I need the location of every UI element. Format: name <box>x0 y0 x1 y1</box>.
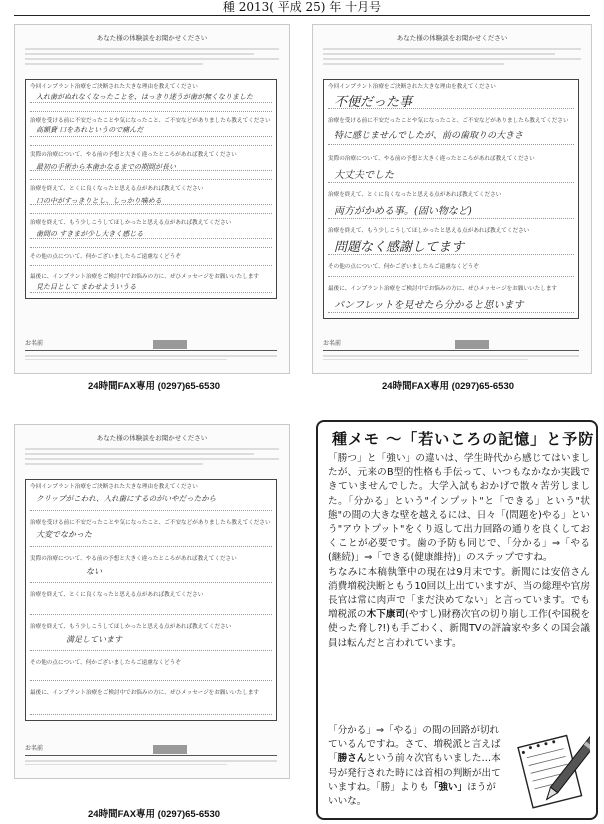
form-intro-text <box>25 45 279 69</box>
survey-form-2 <box>312 24 592 374</box>
name-field: お名前 <box>323 338 579 351</box>
question-5: 治療を終えて、もう少しこうしてほしかったと思える点があれば教えてください <box>328 228 530 234</box>
survey-form-3 <box>14 424 290 779</box>
memo-body: 「勝つ」と「強い」の違いは、学生時代から感じてはいましたが、元来のB型的性格も手伝って、いつもなかなか実践できていませんでした。大学入試もおかげで散々苦労しました。「分かる」という"インプット"と「できる」という"状態"の間の大きな壁を越えるには、日々「(問題を)やる」という"アウトプット"をくり返して出力回路の通りを良くしておくことが必要です。歯の予防も同じで、「分かる」⇒「やる(継続)」⇒「できる(健康維持)」のステップですね。 ちなみに本稿執筆中の現在は9月末です。新聞には安倍さん消費増税決断ともう10回以上出ていますが、当の総理や官房長官は常に肉声で「まだ決めてない」と言っています。でも増税派の木下康司(やすし)財務次官の切り崩し工作(や国税を使った脅し?!)も手ごわく、新聞TVの評論家や多くの国会議員は転んだと言われています。 <box>328 453 591 649</box>
form-title: あなた様の体験談をお聞かせください <box>96 434 208 442</box>
memo-tail: 「分かる」⇒「やる」の間の回路が切れているんですね。さて、増税派と言えば「勝さんという前々次官もいました…本号が発行された時には首相の判断が出ていますね。「勝」よりも「強い」ほうがいいな。 <box>328 725 501 808</box>
memo-bold-name: 木下康司 <box>366 609 406 621</box>
answer-2: 大変でなかった <box>36 530 92 539</box>
question-1: 今回インプラント治療をご決断された大きな理由を教えてください <box>30 484 198 490</box>
answer-1: クリップがこわれ、入れ歯にするのがいやだったから <box>36 494 217 503</box>
form-footnote <box>323 353 579 361</box>
tane-memo-column <box>316 420 598 820</box>
question-7: 最後に、インプラント治療をご検討中でお悩みの方に、ぜひメッセージをお願いいたします <box>30 690 260 696</box>
question-3: 実際の治療について、やる前の予想と大きく違ったところがあれば教えてください <box>328 156 535 162</box>
answer-3: 大丈夫でした <box>334 170 394 181</box>
question-4: 治療を終えて、とくに良くなったと思える点があれば教えてください <box>30 186 204 192</box>
memo-title: 種メモ ～「若いころの記憶」と予防 <box>332 430 595 448</box>
question-4: 治療を終えて、とくに良くなったと思える点があれば教えてください <box>328 192 502 198</box>
question-2: 治療を受ける前に不安だったことや気になったこと、ご不安などがありましたら教えてください <box>30 118 271 124</box>
form-intro-text <box>323 45 581 69</box>
question-6: その他の点について、何かございましたらご遠慮なくどうぞ <box>30 254 181 260</box>
question-box <box>25 479 277 721</box>
question-2: 治療を受ける前に不安だったことや気になったこと、ご不安などがありましたら教えてください <box>30 520 271 526</box>
form-intro-text <box>25 445 279 469</box>
fax-number-2: 24時間FAX専用 (0297)65-6530 <box>382 381 515 392</box>
answer-1: 不便だった事 <box>334 95 413 110</box>
question-3: 実際の治療について、やる前の予想と大きく違ったところがあれば教えてください <box>30 152 237 158</box>
answer-4: 口の中がすっきりとし、しっかり噛める <box>36 197 162 205</box>
question-7: 最後に、インプラント治療をご検討中でお悩みの方に、ぜひメッセージをお願いいたします <box>30 274 260 280</box>
redacted-name <box>153 340 187 349</box>
question-1: 今回インプラント治療をご決断された大きな理由を教えてください <box>30 84 198 90</box>
notebook-pen-illustration <box>514 722 590 814</box>
answer-7: 見た目として まわせよういうる <box>36 283 137 291</box>
newsletter-header: 種 2013( 平成 25) 年 十月号 <box>222 0 382 14</box>
answer-1: 入れ歯がぬれなくなったことを、はっきり迷うが歯が無くなりました <box>36 93 253 101</box>
question-2: 治療を受ける前に不安だったことや気になったこと、ご不安などがありましたら教えてください <box>328 118 569 124</box>
question-box <box>323 79 579 319</box>
answer-7: パンフレットを見せたら分かると思います <box>334 300 524 311</box>
question-box <box>25 79 277 299</box>
answer-5: 満足しています <box>66 635 122 644</box>
fax-number-3: 24時間FAX専用 (0297)65-6530 <box>88 809 221 820</box>
form-footnote <box>25 353 277 361</box>
question-6: その他の点について、何かございましたらご遠慮なくどうぞ <box>328 264 479 270</box>
question-1: 今回インプラント治療をご決断された大きな理由を教えてください <box>328 84 496 90</box>
form-footnote <box>25 758 277 766</box>
name-field: お名前 <box>25 743 277 756</box>
redacted-name <box>455 340 489 349</box>
answer-5: 歯間の すきまが少し大きく感じる <box>36 230 144 238</box>
question-6: その他の点について、何かございましたらご遠慮なくどうぞ <box>30 660 181 666</box>
question-5: 治療を終えて、もう少しこうしてほしかったと思える点があれば教えてください <box>30 220 232 226</box>
question-7: 最後に、インプラント治療をご検討中でお悩みの方に、ぜひメッセージをお願いいたします <box>328 286 558 292</box>
answer-3: 最初の手術から本歯かなるまでの期間が長い <box>36 163 176 171</box>
name-field: お名前 <box>25 338 277 351</box>
form-title: あなた様の体験談をお聞かせください <box>96 34 208 42</box>
survey-form-1 <box>14 24 290 374</box>
answer-3: ない <box>86 567 102 576</box>
redacted-name <box>153 745 187 754</box>
answer-2: 特に感じませんでしたが、前の歯取りの大きさ <box>334 131 524 141</box>
answer-4: 両方がかめる事。(固い物など) <box>334 206 472 217</box>
answer-2: 高額費 口をあれというので痛んだ <box>36 126 144 134</box>
fax-number-1: 24時間FAX専用 (0297)65-6530 <box>88 381 221 392</box>
form-title: あなた様の体験談をお聞かせください <box>396 34 508 42</box>
answer-5: 問題なく感謝してます <box>334 240 465 255</box>
question-5: 治療を終えて、もう少しこうしてほしかったと思える点があれば教えてください <box>30 624 232 630</box>
question-3: 実際の治療について、やる前の予想と大きく違ったところがあれば教えてください <box>30 556 237 562</box>
question-4: 治療を終えて、とくに良くなったと思える点があれば教えてください <box>30 592 204 598</box>
header-rule <box>14 15 590 16</box>
